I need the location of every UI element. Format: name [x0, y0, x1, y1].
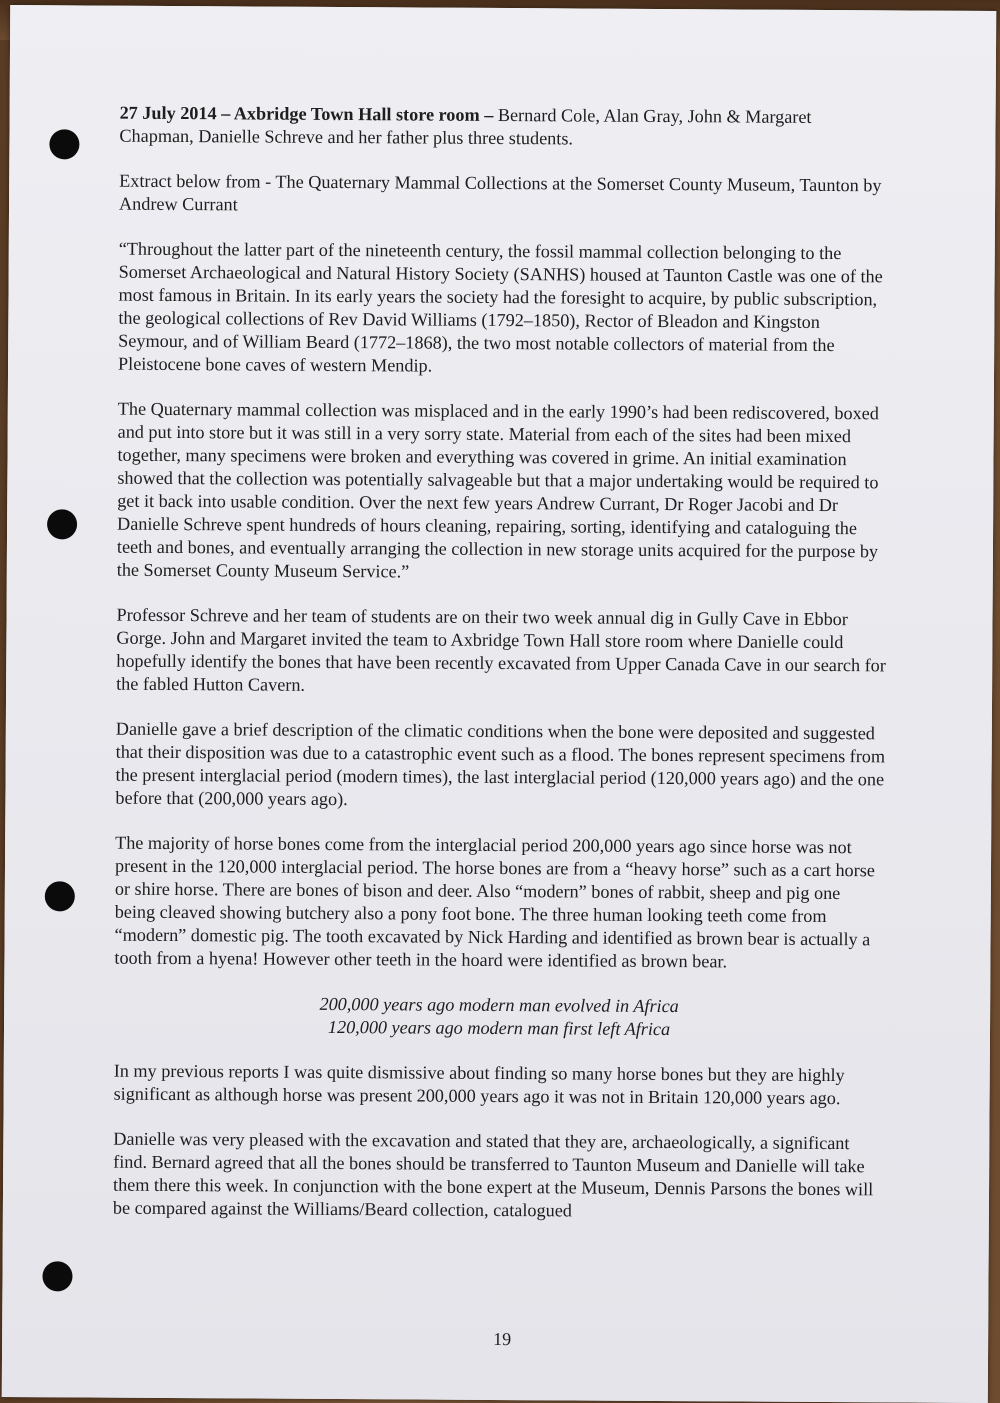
italic-line-1: 200,000 years ago modern man evolved in Africa	[319, 993, 679, 1017]
italic-callout	[114, 992, 884, 1043]
punch-hole-2	[47, 509, 77, 539]
extract-intro: Extract below from - The Quaternary Mammal Collections at the Somerset County Museum, Taunton by Andrew Currant	[118, 170, 882, 215]
paragraph-conclusion: Danielle was very pleased with the excavation and stated that they are, archaeologically, a significant find. Bernard agreed that all the bones should be transferred to Taunton Museum and Danielle will take them there this week. In conjunction with the bone expert at the Museum, Dennis Parsons the bones will be compared against the Williams/Beard collection, catalogued	[112, 1128, 874, 1221]
page-number: 19	[493, 1328, 512, 1350]
punch-hole-4	[42, 1261, 72, 1291]
punch-hole-3	[45, 881, 75, 911]
heading-attendees: Bernard Cole, Alan Gray, John & Margaret Chapman, Danielle Schreve and her father plus three students.	[119, 104, 812, 149]
paragraph-horse-bones: The majority of horse bones come from the interglacial period 200,000 years ago since horse was not present in the 120,000 interglacial period. The horse bones are from a “heavy horse” such as a cart horse or shire horse. There are bones of bison and deer. Also “modern” bones of rabbit, sheep and pig one being cleaved showing butchery also a pony foot bone. The three human looking teeth come from “modern” domestic pig. The tooth excavated by Nick Harding and identified as brown bear is actually a tooth from a hyena! However other teeth in the hoard were identified as brown bear.	[114, 832, 875, 972]
quote-paragraph-1: “Throughout the latter part of the nineteenth century, the fossil mammal collection belonging to the Somerset Archaeological and Natural History Society (SANHS) housed at Taunton Castle was one of the most famous in Britain. In its early years the society had the foresight to acquire, by public subscription, the geological collections of Rev David Williams (1792–1850), Rector of Bleadon and Kingston Seymour, and of William Beard (1772–1868), the two most notable collectors of material from the Pleistocene bone caves of western Mendip.	[118, 238, 883, 376]
quote-paragraph-2: The Quaternary mammal collection was misplaced and in the early 1990’s had been rediscovered, boxed and put into store but it was still in a very sorry state. Material from each of the sites had been mixed together, many specimens were broken and everything was covered in grime. An initial examination showed that the collection was potentially salvageable but that a major undertaking would be required to get it back into usable condition. Over the next few years Andrew Currant, Dr Roger Jacobi and Dr Danielle Schreve spent hundreds of hours cleaning, repairing, sorting, identifying and cataloguing the teeth and bones, and eventually arranging the collection in new storage units acquired for the purpose by the Somerset County Museum Service.”	[116, 398, 879, 582]
paper-sheet	[2, 5, 996, 1403]
heading-date-location: 27 July 2014 – Axbridge Town Hall store room –	[119, 102, 494, 125]
heading-paragraph	[119, 102, 889, 153]
document-body	[113, 102, 890, 1247]
italic-line-2: 120,000 years ago modern man first left Africa	[327, 1016, 671, 1040]
punch-hole-1	[49, 129, 79, 159]
paragraph-climate: Danielle gave a brief description of the climatic conditions when the bone were deposited and suggested that their disposition was due to a catastrophic event such as a flood. The bones represent specimens from the present interglacial period (modern times), the last interglacial period (120,000 years ago) and the one before that (200,000 years ago).	[115, 718, 886, 810]
paragraph-dig: Professor Schreve and her team of students are on their two week annual dig in Gully Cave in Ebbor Gorge. John and Margaret invited the team to Axbridge Town Hall store room where Danielle could hopefully identify the bones that have been recently excavated from Upper Canada Cave in our search for the fabled Hutton Cavern.	[116, 604, 886, 695]
paragraph-previous-reports: In my previous reports I was quite dismissive about finding so many horse bones but they are highly significant as although horse was present 200,000 years ago it was not in Britain 120,000 years ago.	[113, 1060, 845, 1109]
